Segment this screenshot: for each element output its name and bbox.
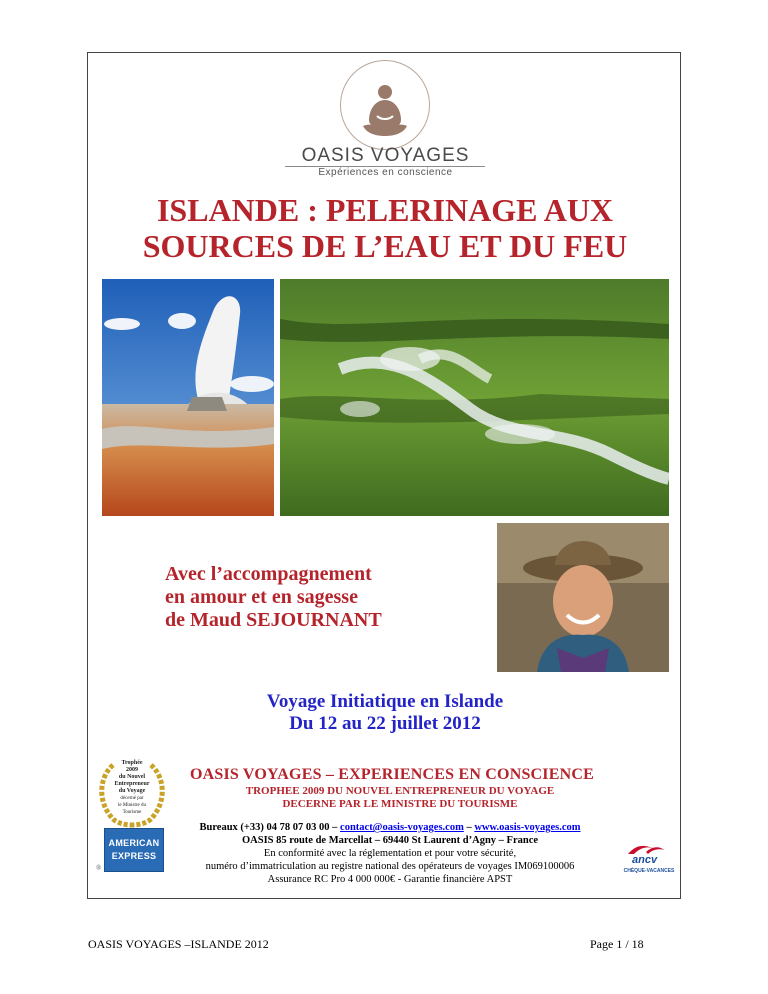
amex-line-1: AMERICAN bbox=[108, 838, 160, 848]
registered-mark: ® bbox=[96, 864, 102, 872]
geyser-photo bbox=[102, 279, 274, 516]
trophy-line: 2009 bbox=[126, 767, 138, 773]
registration-text: numéro d’immatriculation au registre national des opérateurs de voyages IM069100006 bbox=[205, 861, 575, 872]
trip-title: Voyage Initiatique en Islande bbox=[266, 691, 504, 712]
logo-name: OASIS VOYAGES bbox=[301, 145, 470, 166]
award-line-2: DECERNE PAR LE MINISTRE DU TOURISME bbox=[282, 798, 518, 810]
contact-line bbox=[165, 821, 615, 834]
trophy-line: le Ministre du Tourisme bbox=[117, 803, 147, 815]
guide-line-1: Avec l’accompagnement bbox=[165, 563, 372, 585]
guide-text bbox=[165, 563, 485, 632]
geothermal-meadow-photo bbox=[280, 279, 669, 516]
trophy-line: Entrepreneur bbox=[114, 781, 150, 787]
trophy-badge-text bbox=[108, 760, 156, 816]
trip-info bbox=[90, 691, 680, 735]
guide-line-2: en amour et en sagesse bbox=[165, 586, 358, 608]
american-express-logo bbox=[104, 828, 164, 872]
contact-block bbox=[165, 821, 615, 886]
award-text bbox=[200, 785, 600, 811]
title-line-1: ISLANDE : PELERINAGE AUX bbox=[156, 192, 614, 228]
ancv-subtitle: CHÈQUE-VACANCES bbox=[623, 868, 675, 874]
page-number: Page 1 / 18 bbox=[590, 937, 644, 951]
website-link[interactable]: www.oasis-voyages.com bbox=[474, 822, 581, 833]
trophy-line: Trophée bbox=[121, 760, 143, 766]
office-phone: Bureaux (+33) 04 78 07 03 00 – bbox=[199, 822, 341, 833]
trophy-line: du Voyage bbox=[118, 788, 146, 794]
meditating-figure-icon bbox=[357, 78, 413, 138]
trip-dates: Du 12 au 22 juillet 2012 bbox=[289, 713, 481, 734]
email-link[interactable]: contact@oasis-voyages.com bbox=[340, 822, 464, 833]
guide-portrait-photo bbox=[497, 523, 669, 672]
trophy-line: du Nouvel bbox=[118, 774, 146, 780]
regulation-text: En conformité avec la réglementation et pour votre sécurité, bbox=[263, 848, 517, 859]
ancv-name: ancv bbox=[632, 854, 658, 866]
address: OASIS 85 route de Marcellat – 69440 St Laurent d’Agny – France bbox=[241, 835, 539, 846]
logo-tagline: Expériences en conscience bbox=[318, 167, 453, 178]
footer-title: OASIS VOYAGES –ISLANDE 2012 bbox=[88, 937, 269, 951]
page-title bbox=[90, 192, 680, 264]
company-heading: OASIS VOYAGES – EXPERIENCES EN CONSCIENCE bbox=[190, 766, 594, 783]
separator: – bbox=[463, 822, 475, 833]
guide-line-3: de Maud SEJOURNANT bbox=[165, 609, 382, 631]
award-line-1: TROPHEE 2009 DU NOUVEL ENTREPRENEUR DU VOYAGE bbox=[245, 785, 555, 797]
title-line-2: SOURCES DE L’EAU ET DU FEU bbox=[142, 228, 628, 264]
amex-line-2: EXPRESS bbox=[111, 851, 157, 861]
trophy-line: décerné par bbox=[120, 796, 144, 801]
ancv-logo bbox=[622, 842, 676, 882]
insurance-text: Assurance RC Pro 4 000 000€ - Garantie financière APST bbox=[267, 874, 513, 885]
